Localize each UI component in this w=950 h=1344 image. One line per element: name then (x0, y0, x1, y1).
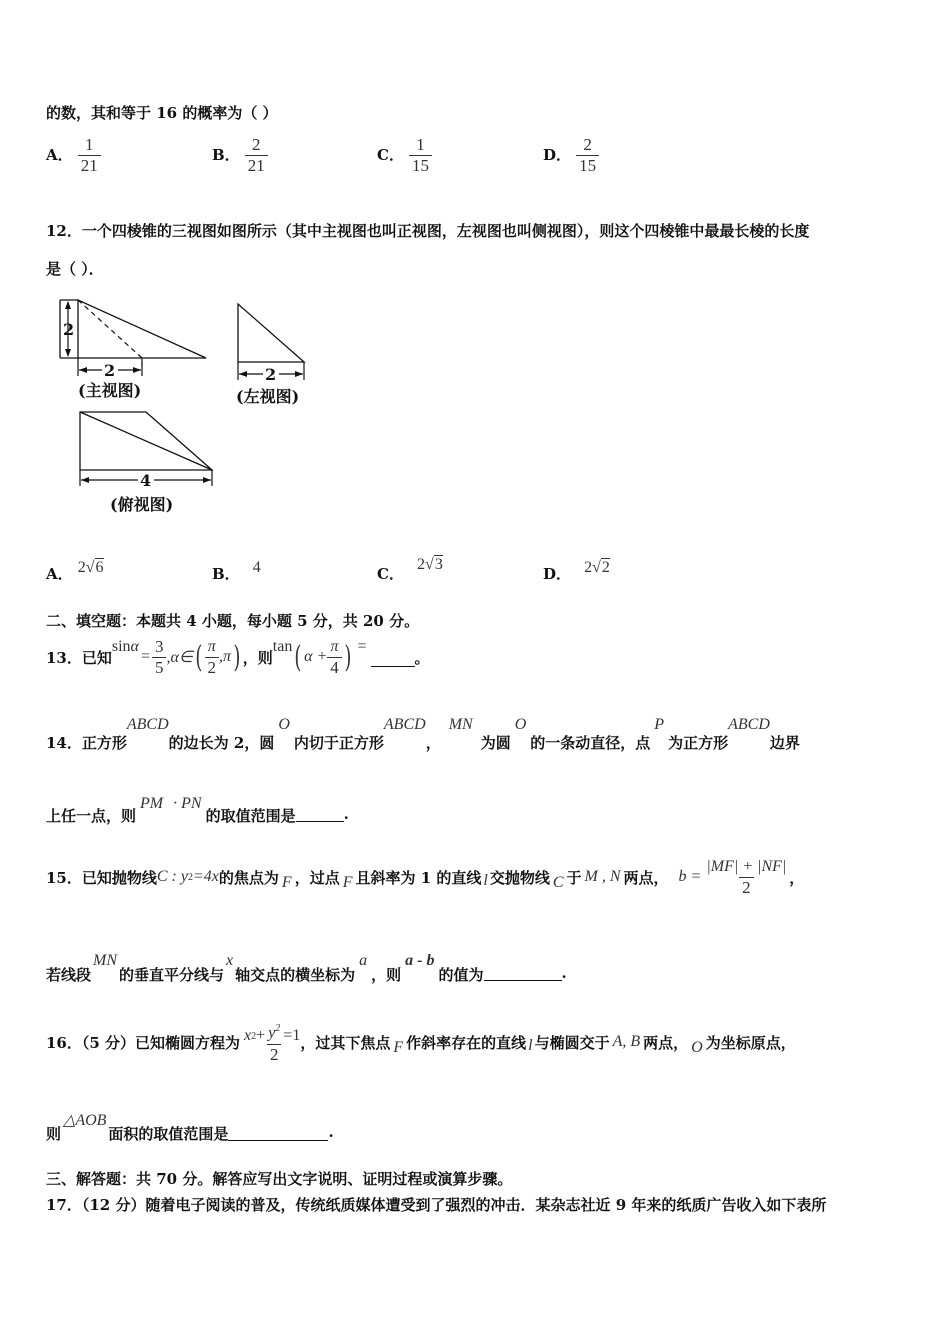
frac-num: 2 (252, 135, 261, 154)
frac-num: 1 (416, 135, 425, 154)
points-ab: A, B (612, 1033, 641, 1050)
q14-line1 (46, 716, 800, 753)
var-y: y (268, 1024, 276, 1042)
diameter-mn: MN (448, 716, 473, 733)
line-l: l (528, 1037, 533, 1054)
q16-text: 作斜率存在的直线 (406, 1033, 527, 1052)
line-l: l (483, 872, 488, 889)
q12-line1: 12．一个四棱锥的三视图如图所示（其中主视图也叫正视图，左视图也叫侧视图），则这个四棱锥中最最长棱的长度 (46, 222, 810, 240)
parabola-eq: =4x (192, 868, 219, 885)
q16-line2 (46, 1110, 334, 1144)
focus-f: F (393, 1039, 404, 1056)
side-view (236, 304, 304, 406)
square-abcd: ABCD (383, 716, 426, 733)
frac-den: 2 (267, 1044, 282, 1065)
option-letter: D． (543, 146, 572, 164)
q15-text: ， (789, 868, 805, 887)
q14-text: 为正方形 (668, 734, 729, 752)
q11-option-d (543, 135, 599, 176)
segment-mn: MN (93, 952, 118, 969)
q13-end: 。 (414, 648, 430, 667)
q15-text: 的值为 (438, 966, 484, 984)
option-letter: A． (46, 146, 73, 164)
q16-text: 面积的取值范围是 (108, 1125, 229, 1143)
fraction (409, 135, 432, 176)
frac-den: 21 (245, 155, 268, 176)
triangle-aob: △AOB (63, 1112, 107, 1129)
q11-tail: 的数，其和等于 16 的概率为（ ） (46, 104, 278, 122)
q15-text: 若线段 (46, 966, 92, 984)
q16-answer-blank[interactable] (228, 1110, 328, 1141)
q11-option-c (377, 135, 432, 176)
points-mn: M , N (584, 868, 621, 885)
vector-pn: PN (181, 795, 202, 812)
q17-line1: 17．（12 分）随着电子阅读的普及，传统纸质媒体遭受到了强烈的冲击．某杂志社近 9 年来的纸质广告收入如下表所 (46, 1196, 827, 1214)
pi-upper: ,π (219, 648, 232, 665)
option-letter: C． (377, 565, 404, 583)
fraction (78, 135, 101, 176)
q15-text: ，过点 (294, 868, 340, 887)
equals-one: =1 (283, 1027, 301, 1044)
parabola-eq: C : y (156, 868, 188, 885)
frac-den: 15 (409, 155, 432, 176)
q16-text: ，过其下焦点 (300, 1033, 391, 1052)
q15-text: ，则 (371, 966, 402, 984)
frac-den: 2 (739, 877, 754, 898)
q16-line1 (46, 1014, 796, 1070)
q14-text: 边界 (769, 734, 800, 752)
superscript: 2 (187, 871, 193, 883)
q14-text: 的一条动直径，点 (530, 734, 651, 752)
top-view (80, 412, 212, 514)
option-value: 4 (252, 559, 261, 576)
q14-text: 为圆 (480, 734, 511, 752)
point-p: P (654, 716, 665, 733)
fraction-b (703, 857, 789, 898)
q15-text: 于 (566, 868, 582, 887)
q11-option-a (46, 135, 101, 176)
top-caption: (俯视图) (110, 495, 174, 514)
q16-text: . (328, 1123, 334, 1141)
front-caption: (主视图) (78, 381, 142, 400)
frac-num (265, 1019, 283, 1043)
q15-text: . (561, 964, 567, 982)
q15-answer-blank[interactable] (484, 952, 562, 981)
q13-answer-blank[interactable] (371, 648, 415, 667)
square-abcd: ABCD (126, 716, 169, 733)
fraction-y2-2 (265, 1019, 283, 1064)
alpha-in: ,α∈ (166, 649, 193, 666)
top-width-label: 4 (140, 471, 152, 490)
var-x: x (244, 1027, 252, 1044)
radical-coef: 2 (77, 559, 86, 576)
q15-text: 交抛物线 (489, 868, 550, 887)
fraction-pi-4 (327, 637, 342, 678)
q14-text: . (343, 805, 349, 823)
fraction (576, 135, 599, 176)
b-equals: b = (678, 868, 702, 885)
option-letter: D． (543, 565, 572, 583)
x-axis: x (226, 952, 234, 969)
plus: + (256, 1027, 266, 1044)
side-caption: (左视图) (236, 387, 300, 406)
frac-den: 21 (78, 155, 101, 176)
q15-text: 的焦点为 (218, 868, 279, 887)
frac-num: |MF| + |NF| (706, 857, 787, 875)
q15-line1 (46, 852, 804, 902)
sin-func: sin (111, 638, 131, 655)
q13-then: ，则 (242, 648, 273, 667)
radicand: 3 (434, 556, 443, 573)
q15-text: 15．已知抛物线 (46, 868, 157, 887)
var-a: a (359, 952, 368, 969)
superscript: 2 (251, 1030, 257, 1042)
q15-text: 轴交点的横坐标为 (235, 966, 356, 984)
q14-text: ， (425, 734, 441, 752)
frac-num: 2 (583, 135, 592, 154)
frac-den: 15 (576, 155, 599, 176)
q16-text: 与椭圆交于 (534, 1033, 610, 1052)
radicand: 2 (601, 559, 610, 576)
fraction-3-5 (152, 637, 167, 678)
q11-option-b (212, 135, 268, 176)
q12-option-b (212, 556, 261, 583)
q12-option-c: C． 2√3 (377, 556, 443, 583)
q14-text: 内切于正方形 (293, 734, 384, 752)
option-letter: C． (377, 146, 404, 164)
frac-den: 5 (152, 657, 167, 678)
option-letter: B． (212, 146, 240, 164)
frac-num: 1 (84, 135, 94, 154)
option-letter: B． (212, 565, 240, 583)
frac-num: π (330, 637, 339, 655)
q14-answer-blank[interactable] (296, 795, 344, 822)
focus-f: F (342, 874, 353, 891)
q12-option-a: A． 2√6 (46, 559, 104, 583)
frac-den: 2 (205, 657, 220, 678)
circle-o: O (278, 716, 290, 733)
q14-text: 上任一点，则 (46, 807, 137, 825)
q16-text: 两点， (643, 1033, 689, 1052)
front-height-label: 2 (63, 320, 75, 339)
q16-text: 16．（5 分）已知椭圆方程为 (46, 1033, 241, 1052)
radical-coef: 2 (584, 559, 593, 576)
front-width-label: 2 (104, 361, 116, 380)
a-minus-b: a - b (405, 952, 435, 969)
radicand: 6 (95, 559, 104, 576)
q14-text: 的取值范围是 (205, 807, 296, 825)
q15-text: 两点， (623, 868, 669, 887)
q13-line: 13．已知 sin α = $\frac{3}{5}$ ,α∈ ( $\frac{\pi}{2}$ ,π ) ，则 tan ( α + $\frac{\pi}{4}$ ) = 。 (46, 636, 430, 677)
q15-line2 (46, 952, 567, 985)
equals: = (357, 638, 367, 655)
section-3-heading: 三、解答题：共 70 分。解答应写出文字说明、证明过程或演算步骤。 (46, 1170, 513, 1188)
q14-text: 的边长为 2，圆 (168, 734, 275, 752)
vector-pm: PM (140, 795, 164, 812)
q12-option-d: D． 2√2 (543, 559, 610, 583)
origin-o: O (691, 1039, 703, 1056)
circle-o: O (514, 716, 527, 733)
fraction-pi-2 (205, 637, 220, 678)
superscript: 2 (275, 1023, 281, 1035)
option-letter: A． (46, 565, 73, 583)
q15-text: 且斜率为 1 的直线 (355, 868, 482, 887)
frac-num: 3 (154, 636, 164, 656)
section-2-heading: 二、填空题：本题共 4 小题，每小题 5 分，共 20 分。 (46, 612, 420, 630)
dot-product: · (173, 795, 178, 812)
square-abcd: ABCD (728, 716, 770, 733)
q15-text: 的垂直平分线与 (119, 966, 225, 984)
focus-f: F (281, 874, 292, 891)
fraction (245, 135, 268, 176)
q16-text: 为坐标原点， (705, 1033, 796, 1052)
alpha-plus: α + (304, 648, 328, 665)
q14-text: 14．正方形 (46, 734, 127, 752)
q14-line2 (46, 795, 349, 826)
front-view (60, 300, 206, 400)
q13-prefix: 13．已知 (46, 648, 112, 667)
frac-num: π (207, 637, 216, 655)
curve-c: C (552, 874, 564, 891)
three-view-figure (50, 292, 330, 522)
side-width-label: 2 (265, 365, 277, 384)
alpha-symbol: α (130, 638, 139, 655)
q12-line2: 是（ ）． (46, 260, 104, 278)
tan-func: tan (272, 638, 293, 655)
q16-text: 则 (46, 1125, 62, 1143)
equals: = (140, 648, 150, 665)
radical-coef: 2 (417, 556, 426, 573)
frac-den: 4 (327, 657, 342, 678)
